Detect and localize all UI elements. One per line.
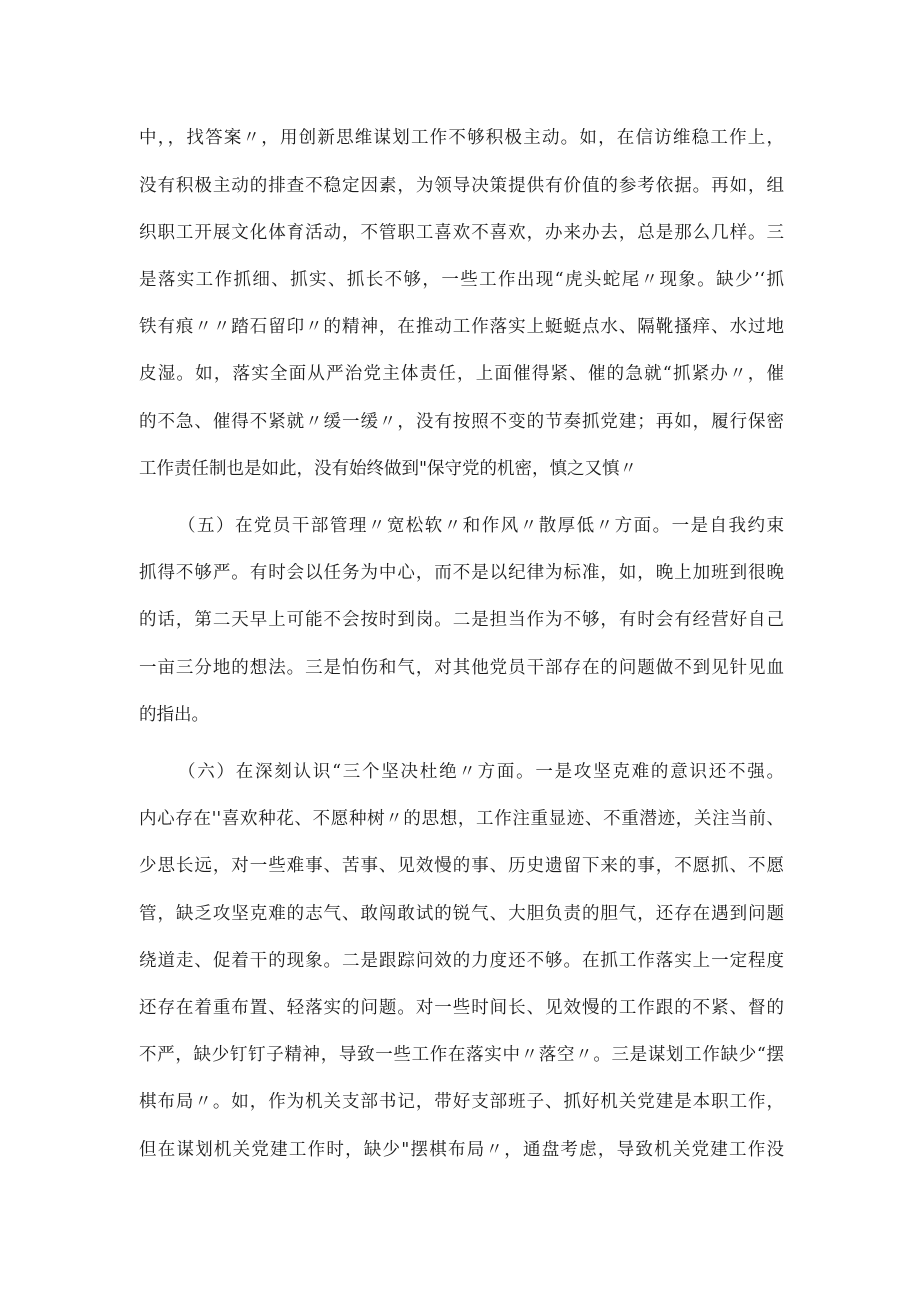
text-line: 少思长远，对一些难事、苦事、见效慢的事、历史遗留下来的事，不愿抓、不愿 [139, 856, 784, 876]
text-line: 中，，找答案〃，用创新思维谋划工作不够积极主动。如，在信访维稳工作上， [139, 128, 784, 148]
text-line: （六）在深刻认识“三个坚决杜绝〃方面。一是攻坚克难的意识还不强。 [178, 762, 784, 782]
text-line: 是落实工作抓细、抓实、抓长不够，一些工作出现“虎头蛇尾〃现象。缺少’‘抓 [139, 270, 784, 290]
text-line: 的不急、催得不紧就〃缓一缓〃，没有按照不变的节奏抓党建；再如，履行保密 [139, 412, 784, 432]
text-line: 但在谋划机关党建工作时，缺少"摆棋布局〃，通盘考虑，导致机关党建工作没 [139, 1140, 784, 1160]
text-line: 没有积极主动的排查不稳定因素，为领导决策提供有价值的参考依据。再如，组 [139, 176, 784, 196]
text-line: 织职工开展文化体育活动，不管职工喜欢不喜欢，办来办去，总是那么几样。三 [139, 223, 784, 243]
text-line: 皮湿。如，落实全面从严治党主体责任，上面催得紧、催的急就“抓紧办〃，催 [139, 364, 784, 384]
text-line: （五）在党员干部管理〃宽松软〃和作风〃散厚低〃方面。一是自我约束 [178, 516, 784, 536]
text-line: 还存在着重布置、轻落实的问题。对一些时间长、见效慢的工作跟的不紧、督的 [139, 998, 784, 1018]
text-line: 工作责任制也是如此，没有始终做到"保守党的机密，慎之又慎〃 [139, 459, 638, 479]
text-line: 不严，缺少钉钉子精神，导致一些工作在落实中〃落空〃。三是谋划工作缺少“摆 [139, 1045, 784, 1065]
text-line: 棋布局〃。如，作为机关支部书记，带好支部班子、抓好机关党建是本职工作， [139, 1092, 784, 1112]
text-line: 管，缺乏攻坚克难的志气、敢闯敢试的锐气、大胆负责的胆气，还存在遇到问题 [139, 904, 784, 924]
text-line: 的话，第二天早上可能不会按时到岗。二是担当作为不够，有时会有经营好自己 [139, 610, 784, 630]
text-line: 铁有痕〃〃踏石留印〃的精神，在推动工作落实上蜓蜓点水、隔靴搔痒、水过地 [139, 317, 784, 337]
text-line: 抓得不够严。有时会以任务为中心，而不是以纪律为标准，如，晚上加班到很晚 [139, 563, 784, 583]
text-line: 绕道走、促着干的现象。二是跟踪问效的力度还不够。在抓工作落实上一定程度 [139, 951, 784, 971]
text-line: 一亩三分地的想法。三是怕伤和气，对其他党员干部存在的问题做不到见针见血 [139, 658, 784, 678]
text-line: 的指出。 [139, 705, 209, 725]
text-line: 内心存在''喜欢种花、不愿种树〃的思想，工作注重显迹、不重潜迹，关注当前、 [139, 809, 784, 829]
